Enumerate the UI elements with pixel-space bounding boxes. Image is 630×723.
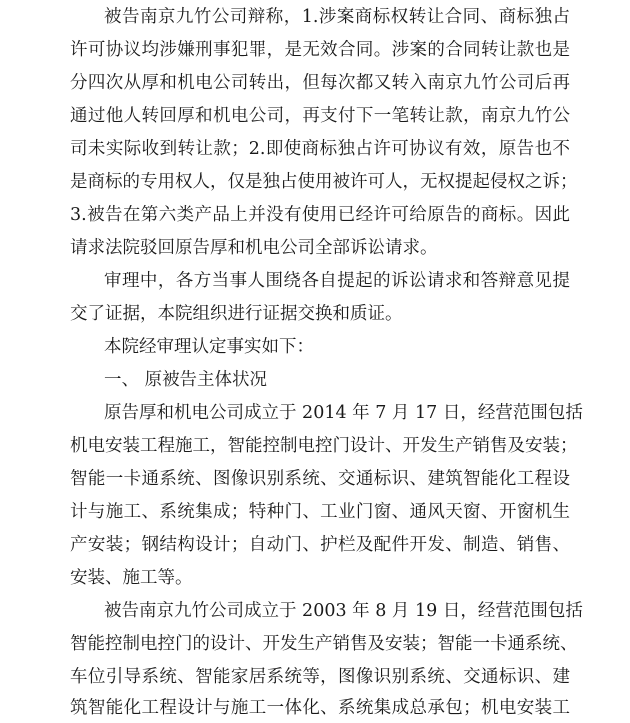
paragraph-line: 司未实际收到转让款；2.即使商标独占许可协议有效，原告也不	[70, 139, 570, 159]
paragraph-line: 被告南京九竹公司辩称，1.涉案商标权转让合同、商标独占	[104, 7, 570, 27]
paragraph-line: 审理中，各方当事人围绕各自提起的诉讼请求和答辩意见提	[104, 271, 570, 291]
paragraph-line: 许可协议均涉嫌刑事犯罪，是无效合同。涉案的合同转让款也是	[70, 40, 570, 60]
paragraph-line: 安装、施工等。	[70, 568, 193, 588]
paragraph-line: 被告南京九竹公司成立于 2003 年 8 月 19 日，经营范围包括	[104, 601, 583, 621]
paragraph-line: 交了证据，本院组织进行证据交换和质证。	[70, 304, 403, 324]
paragraph-line: 请求法院驳回原告厚和机电公司全部诉讼请求。	[70, 238, 438, 258]
paragraph-line: 产安装；钢结构设计；自动门、护栏及配件开发、制造、销售、	[70, 535, 570, 555]
paragraph-line: 本院经审理认定事实如下：	[104, 337, 314, 357]
paragraph-line: 分四次从厚和机电公司转出，但每次都又转入南京九竹公司后再	[70, 73, 570, 93]
paragraph-line: 3.被告在第六类产品上并没有使用已经许可给原告的商标。因此	[70, 205, 570, 225]
paragraph-line: 筑智能化工程设计与施工一体化、系统集成总承包；机电安装工	[70, 698, 570, 718]
paragraph-line: 是商标的专用权人，仅是独占使用被许可人，无权提起侵权之诉；	[70, 172, 578, 192]
paragraph-line: 机电安装工程施工，智能控制电控门设计、开发生产销售及安装；	[70, 436, 578, 456]
paragraph-line: 智能一卡通系统、图像识别系统、交通标识、建筑智能化工程设	[70, 469, 570, 489]
paragraph-line: 车位引导系统、智能家居系统等，图像识别系统、交通标识、建	[70, 667, 570, 687]
paragraph-line: 智能控制电控门的设计、开发生产销售及安装；智能一卡通系统、	[70, 634, 578, 654]
paragraph-line: 原告厚和机电公司成立于 2014 年 7 月 17 日，经营范围包括	[104, 403, 583, 423]
section-heading: 一、 原被告主体状况	[104, 370, 268, 390]
paragraph-line: 通过他人转回厚和机电公司，再支付下一笔转让款，南京九竹公	[70, 106, 570, 126]
paragraph-line: 计与施工、系统集成；特种门、工业门窗、通风天窗、开窗机生	[70, 502, 570, 522]
